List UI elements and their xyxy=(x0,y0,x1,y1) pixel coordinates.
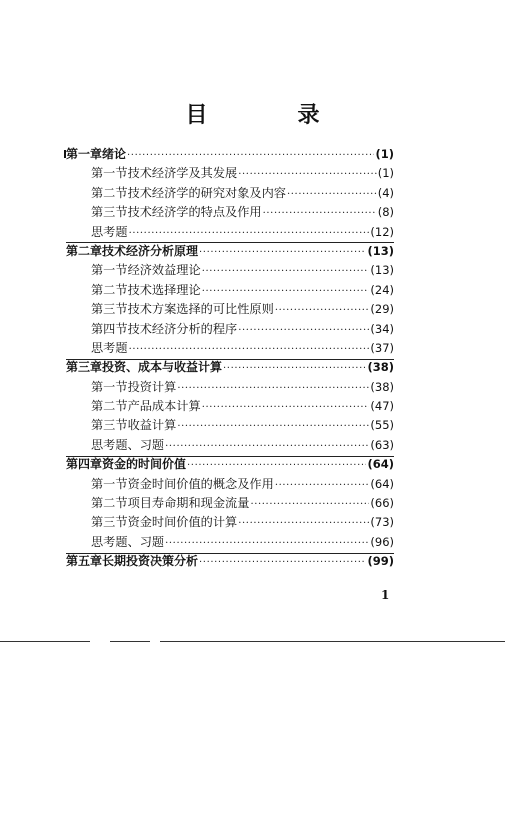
leader-dots xyxy=(275,476,370,495)
exercise-title: 思考题 xyxy=(91,224,128,239)
toc-exercise[interactable] xyxy=(66,339,394,358)
toc-section[interactable] xyxy=(66,378,394,397)
toc-chapter-1[interactable] xyxy=(66,145,394,164)
page-number: (34) xyxy=(370,321,394,336)
toc-chapter-5[interactable] xyxy=(66,552,394,571)
leader-dots xyxy=(199,243,366,262)
page-number: (64) xyxy=(367,457,394,472)
toc-section[interactable] xyxy=(66,281,394,300)
toc-section[interactable] xyxy=(66,184,394,203)
leader-dots xyxy=(127,146,374,165)
chapter-divider xyxy=(66,456,394,457)
section-title: 收益计算 xyxy=(127,418,177,433)
toc-section[interactable] xyxy=(66,416,394,435)
toc-exercise[interactable] xyxy=(66,223,394,242)
scan-edge-line xyxy=(430,641,505,642)
chapter-divider xyxy=(66,359,394,360)
toc-section[interactable] xyxy=(66,203,394,222)
leader-dots xyxy=(202,262,370,281)
page-number: (99) xyxy=(367,554,394,569)
chapter-divider xyxy=(66,553,394,554)
toc-section[interactable] xyxy=(66,513,394,532)
section-number: 第三节 xyxy=(91,302,128,317)
page-number: (13) xyxy=(370,263,394,278)
section-title: 经济效益理论 xyxy=(127,263,201,278)
page-number: (13) xyxy=(367,243,394,258)
chapter-number: 第二章 xyxy=(66,243,103,258)
section-title: 产品成本计算 xyxy=(127,399,201,414)
toc-section[interactable] xyxy=(66,261,394,280)
page-number: (47) xyxy=(370,399,394,414)
section-number: 第一节 xyxy=(91,166,128,181)
section-title: 技术经济学及其发展 xyxy=(127,166,238,181)
section-title: 投资计算 xyxy=(127,379,177,394)
leader-dots xyxy=(177,379,369,398)
section-number: 第三节 xyxy=(91,205,128,220)
page-number: (37) xyxy=(370,340,394,355)
section-number: 第二节 xyxy=(91,185,128,200)
chapter-title: 投资、成本与收益计算 xyxy=(102,360,223,375)
exercise-title: 思考题 xyxy=(91,340,128,355)
section-number: 第二节 xyxy=(91,399,128,414)
chapter-divider xyxy=(66,242,394,243)
section-number: 第三节 xyxy=(91,418,128,433)
leader-dots xyxy=(238,165,376,184)
page-number: (12) xyxy=(370,224,394,239)
page-number: (24) xyxy=(370,282,394,297)
leader-dots xyxy=(177,417,369,436)
scan-edge-line xyxy=(160,641,430,642)
scan-edge-line xyxy=(110,641,150,642)
toc-section[interactable] xyxy=(66,397,394,416)
leader-dots xyxy=(238,321,369,340)
toc-chapter-4[interactable] xyxy=(66,455,394,474)
page-number: (55) xyxy=(370,418,394,433)
scan-edge-line xyxy=(0,641,90,642)
leader-dots xyxy=(287,185,377,204)
section-number: 第二节 xyxy=(91,282,128,297)
page-number: (96) xyxy=(370,534,394,549)
page-number: (64) xyxy=(370,476,394,491)
toc-exercise[interactable] xyxy=(66,436,394,455)
leader-dots xyxy=(223,359,366,378)
section-title: 技术经济学的研究对象及内容 xyxy=(127,185,286,200)
section-title: 技术经济学的特点及作用 xyxy=(127,205,262,220)
page-number: (29) xyxy=(370,302,394,317)
page-number: (1) xyxy=(377,166,394,181)
toc-section[interactable] xyxy=(66,320,394,339)
toc-chapter-2[interactable] xyxy=(66,242,394,261)
toc-section[interactable] xyxy=(66,300,394,319)
toc-section[interactable] xyxy=(66,475,394,494)
leader-dots xyxy=(129,340,370,359)
leader-dots xyxy=(275,301,370,320)
page-number: (1) xyxy=(375,147,394,161)
toc-chapter-3[interactable] xyxy=(66,358,394,377)
leader-dots xyxy=(202,282,370,301)
leader-dots xyxy=(165,534,369,553)
exercise-title: 思考题、习题 xyxy=(91,534,165,549)
section-number: 第三节 xyxy=(91,515,128,530)
chapter-number: 第四章 xyxy=(66,457,103,472)
section-title: 技术选择理论 xyxy=(127,282,201,297)
page-number: (8) xyxy=(377,205,394,220)
leader-dots xyxy=(263,204,377,223)
chapter-title: 长期投资决策分析 xyxy=(102,554,199,569)
section-title: 资金时间价值的概念及作用 xyxy=(127,476,274,491)
section-number: 第一节 xyxy=(91,379,128,394)
exercise-title: 思考题、习题 xyxy=(91,437,165,452)
page-number: (66) xyxy=(370,496,394,511)
page-number: (38) xyxy=(367,360,394,375)
leader-dots xyxy=(129,224,370,243)
toc-exercise[interactable] xyxy=(66,533,394,552)
section-title: 技术经济分析的程序 xyxy=(127,321,238,336)
chapter-title: 技术经济分析原理 xyxy=(102,243,199,258)
chapter-title: 绪论 xyxy=(102,147,127,161)
chapter-number: 第三章 xyxy=(66,360,103,375)
page-number: (63) xyxy=(370,437,394,452)
leader-dots xyxy=(238,514,369,533)
page-folio: 1 xyxy=(381,588,390,602)
chapter-title: 资金的时间价值 xyxy=(102,457,187,472)
page-number: (4) xyxy=(377,185,394,200)
leader-dots xyxy=(199,553,366,572)
section-title: 项目寿命期和现金流量 xyxy=(127,496,250,511)
section-number: 第二节 xyxy=(91,496,128,511)
section-number: 第一节 xyxy=(91,263,128,278)
leader-dots xyxy=(250,495,369,514)
chapter-number: 第一章 xyxy=(66,147,103,161)
leader-dots xyxy=(165,437,369,456)
section-number: 第一节 xyxy=(91,476,128,491)
toc-section[interactable] xyxy=(66,164,394,183)
section-number: 第四节 xyxy=(91,321,128,336)
page-number: (73) xyxy=(370,515,394,530)
section-title: 资金时间价值的计算 xyxy=(127,515,238,530)
leader-dots xyxy=(202,398,370,417)
page-title: 目 录 xyxy=(185,103,354,128)
toc-section[interactable] xyxy=(66,494,394,513)
chapter-number: 第五章 xyxy=(66,554,103,569)
page-number: (38) xyxy=(370,379,394,394)
section-title: 技术方案选择的可比性原则 xyxy=(127,302,274,317)
leader-dots xyxy=(187,456,366,475)
